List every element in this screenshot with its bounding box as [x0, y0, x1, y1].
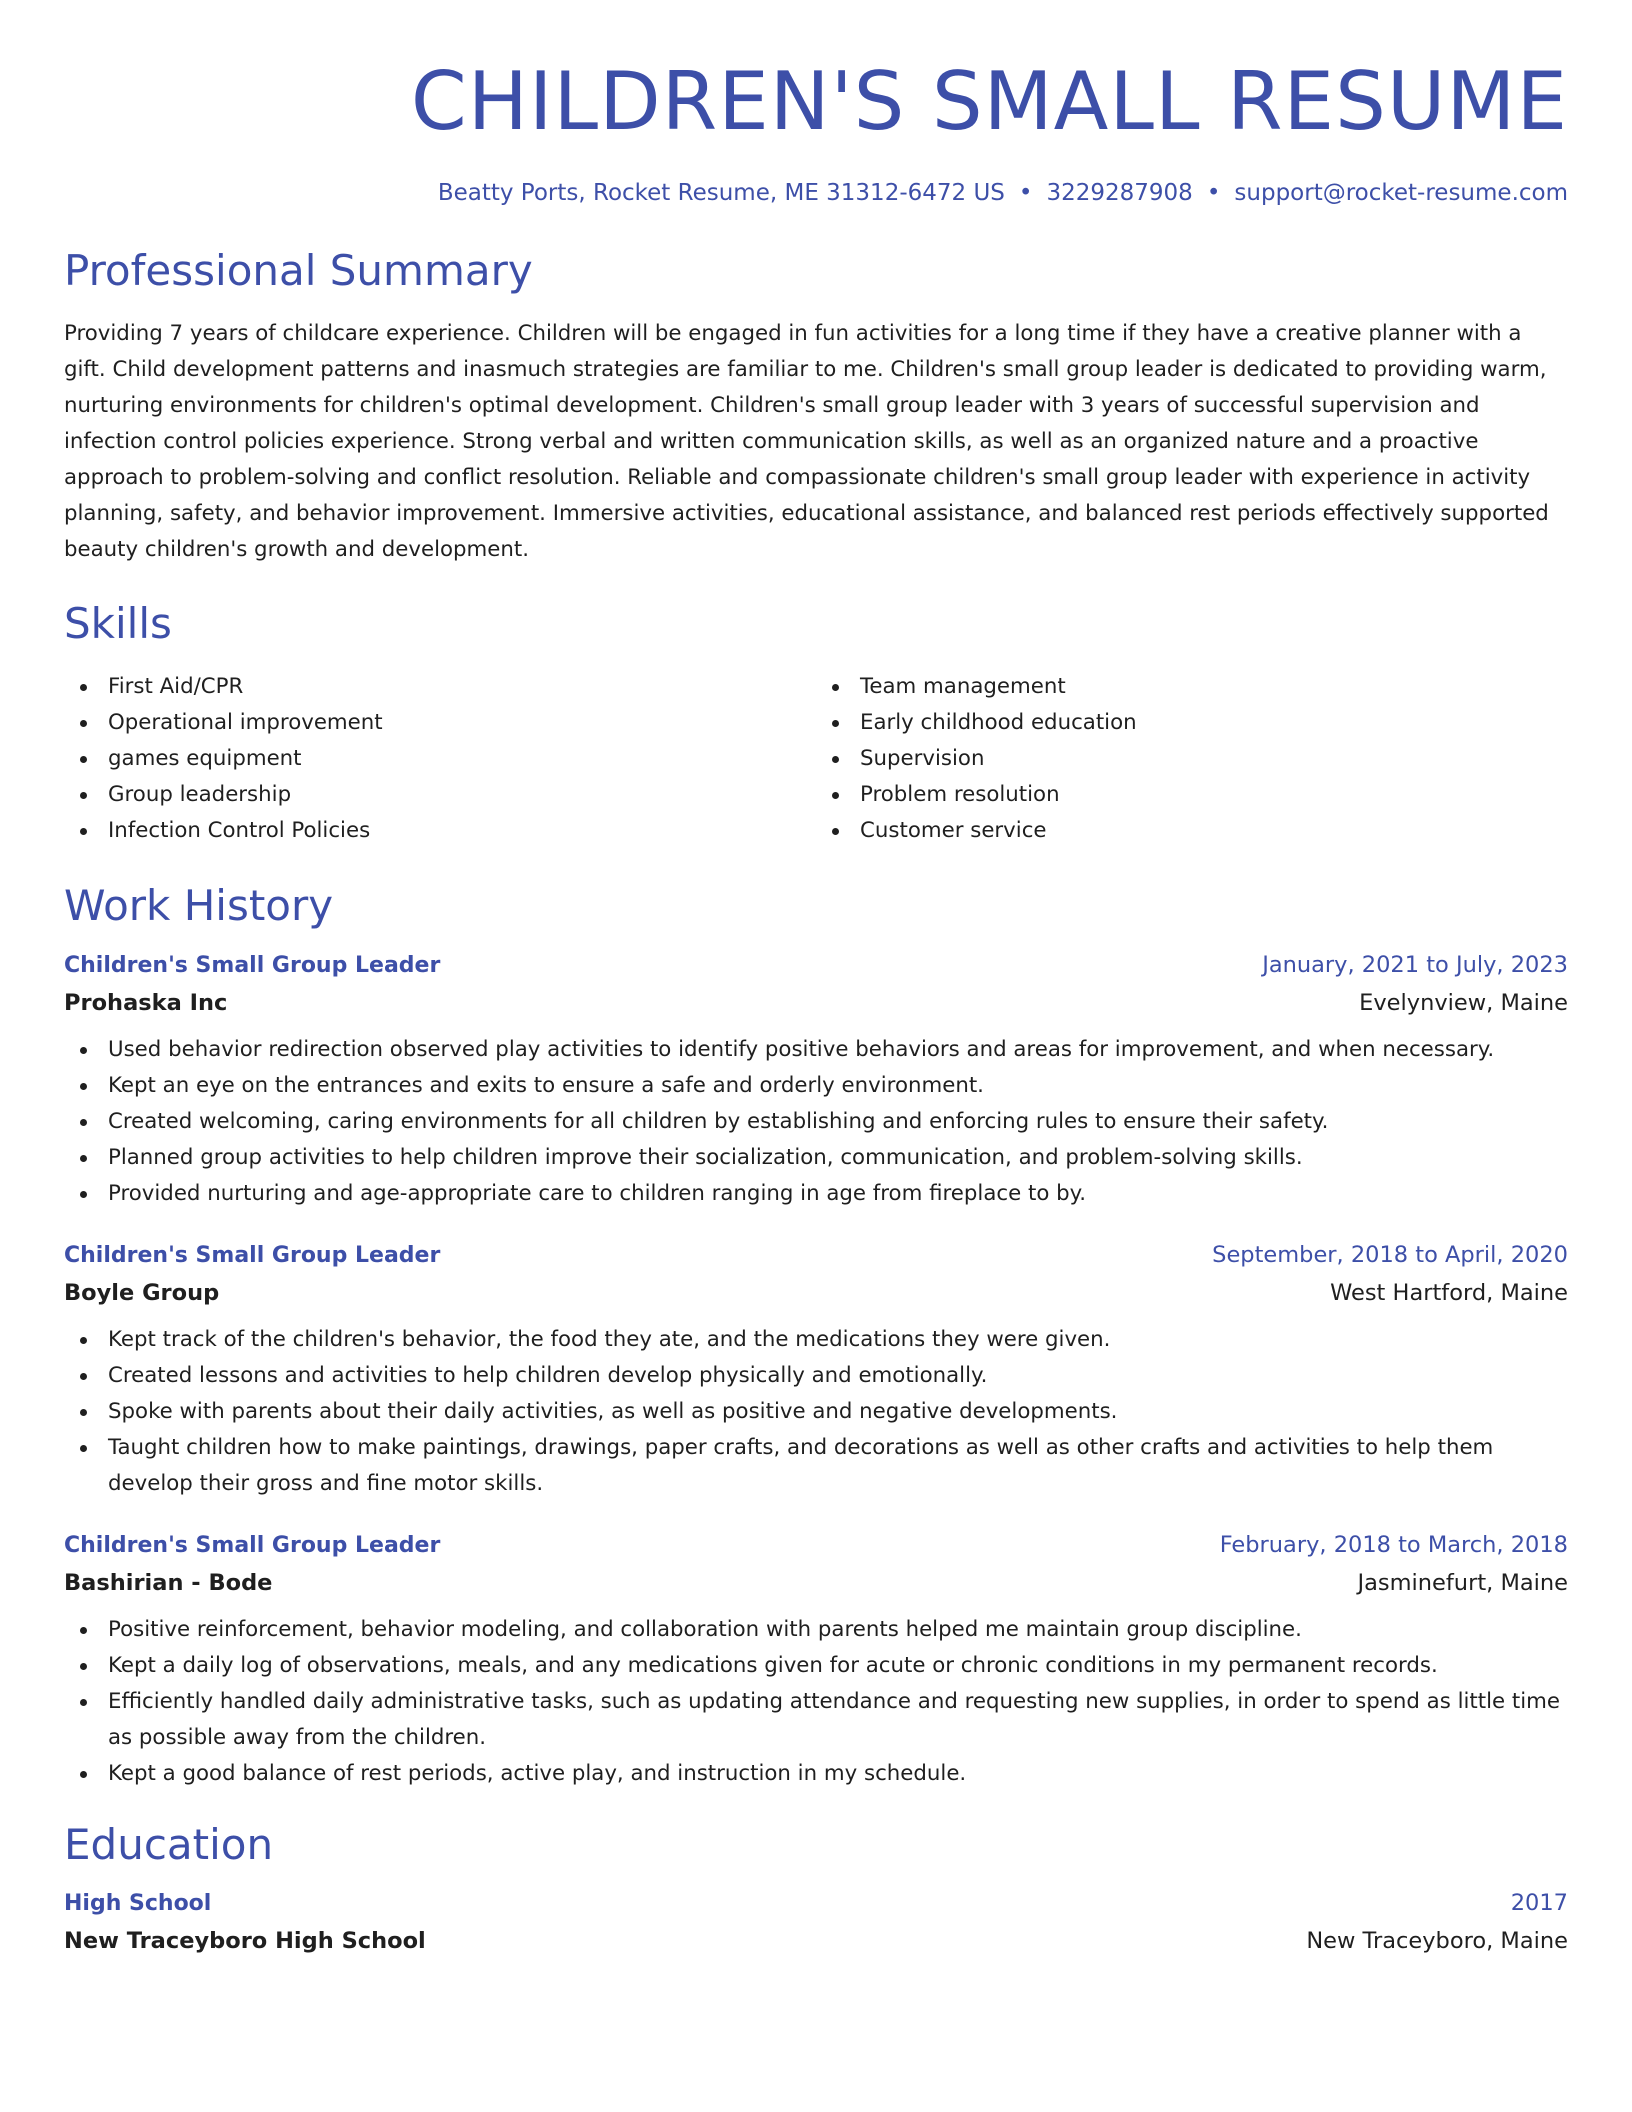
section-title-skills: Skills [64, 599, 172, 649]
education-school: New Traceyboro High School [64, 1927, 426, 1954]
section-title-education: Education [64, 1819, 274, 1869]
job-subheader [64, 990, 1568, 1016]
skill-item: Group leadership [64, 777, 816, 813]
job-bullets [64, 1322, 1568, 1502]
job-location: West Hartford, Maine [1330, 1279, 1568, 1306]
skill-item: Team management [816, 669, 1568, 705]
job-bullet: Efficiently handled daily administrative tasks, such as updating attendance and requesting new supplies, in order to spend as little time as possible away from the children. [64, 1684, 1568, 1756]
job-header [64, 952, 1568, 978]
job-dates: February, 2018 to March, 2018 [1219, 1531, 1568, 1558]
job-location: Jasminefurt, Maine [1357, 1569, 1568, 1596]
job-bullet: Spoke with parents about their daily activities, as well as positive and negative developments. [64, 1394, 1568, 1430]
skills-list [64, 669, 1568, 849]
job-bullet: Kept a good balance of rest periods, active play, and instruction in my schedule. [64, 1756, 1568, 1792]
skill-item: Infection Control Policies [64, 813, 816, 849]
skill-item: Customer service [816, 813, 1568, 849]
skill-item: Supervision [816, 741, 1568, 777]
job-bullet: Kept track of the children's behavior, the food they ate, and the medications they were given. [64, 1322, 1568, 1358]
job-bullet: Kept a daily log of observations, meals, and any medications given for acute or chronic conditions in my permanent records. [64, 1648, 1568, 1684]
job-bullet: Positive reinforcement, behavior modeling, and collaboration with parents helped me maintain group discipline. [64, 1612, 1568, 1648]
job-bullets [64, 1612, 1568, 1792]
job-bullet: Provided nurturing and age-appropriate care to children ranging in age from fireplace to by. [64, 1176, 1568, 1212]
education-header [64, 1890, 1568, 1916]
contact-address: Beatty Ports, Rocket Resume, ME 31312-6472 US [437, 180, 1005, 206]
contact-line [64, 180, 1568, 206]
job-title: Children's Small Group Leader [64, 952, 441, 978]
job-company: Prohaska Inc [64, 989, 228, 1016]
skill-item: Operational improvement [64, 705, 816, 741]
education-subheader [64, 1928, 1568, 1954]
skill-item: Early childhood education [816, 705, 1568, 741]
summary-text: Providing 7 years of childcare experience. Children will be engaged in fun activities for a long time if they have a creative planner with a gift. Child development patterns and inasmuch strategies are familiar to me. Children's small group leader is dedicated to providing warm, nurturing environments for children's optimal development. Children's small group leader with 3 years of successful supervision and infection control policies experience. Strong verbal and written communication skills, as well as an organized nature and a proactive approach to problem-solving and conflict resolution. Reliable and compassionate children's small group leader with experience in activity planning, safety, and behavior improvement. Immersive activities, educational assistance, and balanced rest periods effectively supported beauty children's growth and development. [64, 321, 1549, 563]
job-entry [64, 1532, 1568, 1792]
skill-item: games equipment [64, 741, 816, 777]
contact-phone: 3229287908 [1046, 180, 1193, 206]
job-bullet: Created lessons and activities to help children develop physically and emotionally. [64, 1358, 1568, 1394]
job-title: Children's Small Group Leader [64, 1532, 441, 1558]
contact-email: support@rocket-resume.com [1234, 180, 1568, 206]
skill-item: Problem resolution [816, 777, 1568, 813]
job-header [64, 1532, 1568, 1558]
job-bullet: Created welcoming, caring environments for all children by establishing and enforcing rules to ensure their safety. [64, 1104, 1568, 1140]
job-bullet: Kept an eye on the entrances and exits to ensure a safe and orderly environment. [64, 1068, 1568, 1104]
contact-separator: • [1206, 180, 1221, 206]
job-subheader [64, 1570, 1568, 1596]
job-bullet: Planned group activities to help children improve their socialization, communication, and problem-solving skills. [64, 1140, 1568, 1176]
job-header [64, 1242, 1568, 1268]
job-bullet: Used behavior redirection observed play activities to identify positive behaviors and areas for improvement, and when necessary. [64, 1032, 1568, 1068]
contact-separator: • [1018, 180, 1033, 206]
education-degree: High School [64, 1890, 212, 1916]
job-company: Bashirian - Bode [64, 1569, 273, 1596]
resume-name: CHILDREN'S SMALL RESUME [410, 55, 1568, 148]
job-location: Evelynview, Maine [1359, 989, 1568, 1016]
skill-item: First Aid/CPR [64, 669, 816, 705]
education-location: New Traceyboro, Maine [1306, 1927, 1568, 1954]
job-company: Boyle Group [64, 1279, 220, 1306]
skills-column-right [816, 669, 1568, 849]
education-entry [64, 1890, 1568, 1954]
section-title-work-history: Work History [64, 881, 334, 931]
job-dates: September, 2018 to April, 2020 [1212, 1241, 1568, 1268]
job-dates: January, 2021 to July, 2023 [1262, 951, 1568, 978]
job-subheader [64, 1280, 1568, 1306]
job-bullets [64, 1032, 1568, 1212]
skills-column-left [64, 669, 816, 849]
job-entry [64, 1242, 1568, 1502]
job-entry [64, 952, 1568, 1212]
job-bullet: Taught children how to make paintings, drawings, paper crafts, and decorations as well as other crafts and activities to help them develop their gross and fine motor skills. [64, 1430, 1568, 1502]
section-title-summary: Professional Summary [64, 246, 533, 295]
job-title: Children's Small Group Leader [64, 1242, 441, 1268]
education-year: 2017 [1510, 1889, 1568, 1916]
